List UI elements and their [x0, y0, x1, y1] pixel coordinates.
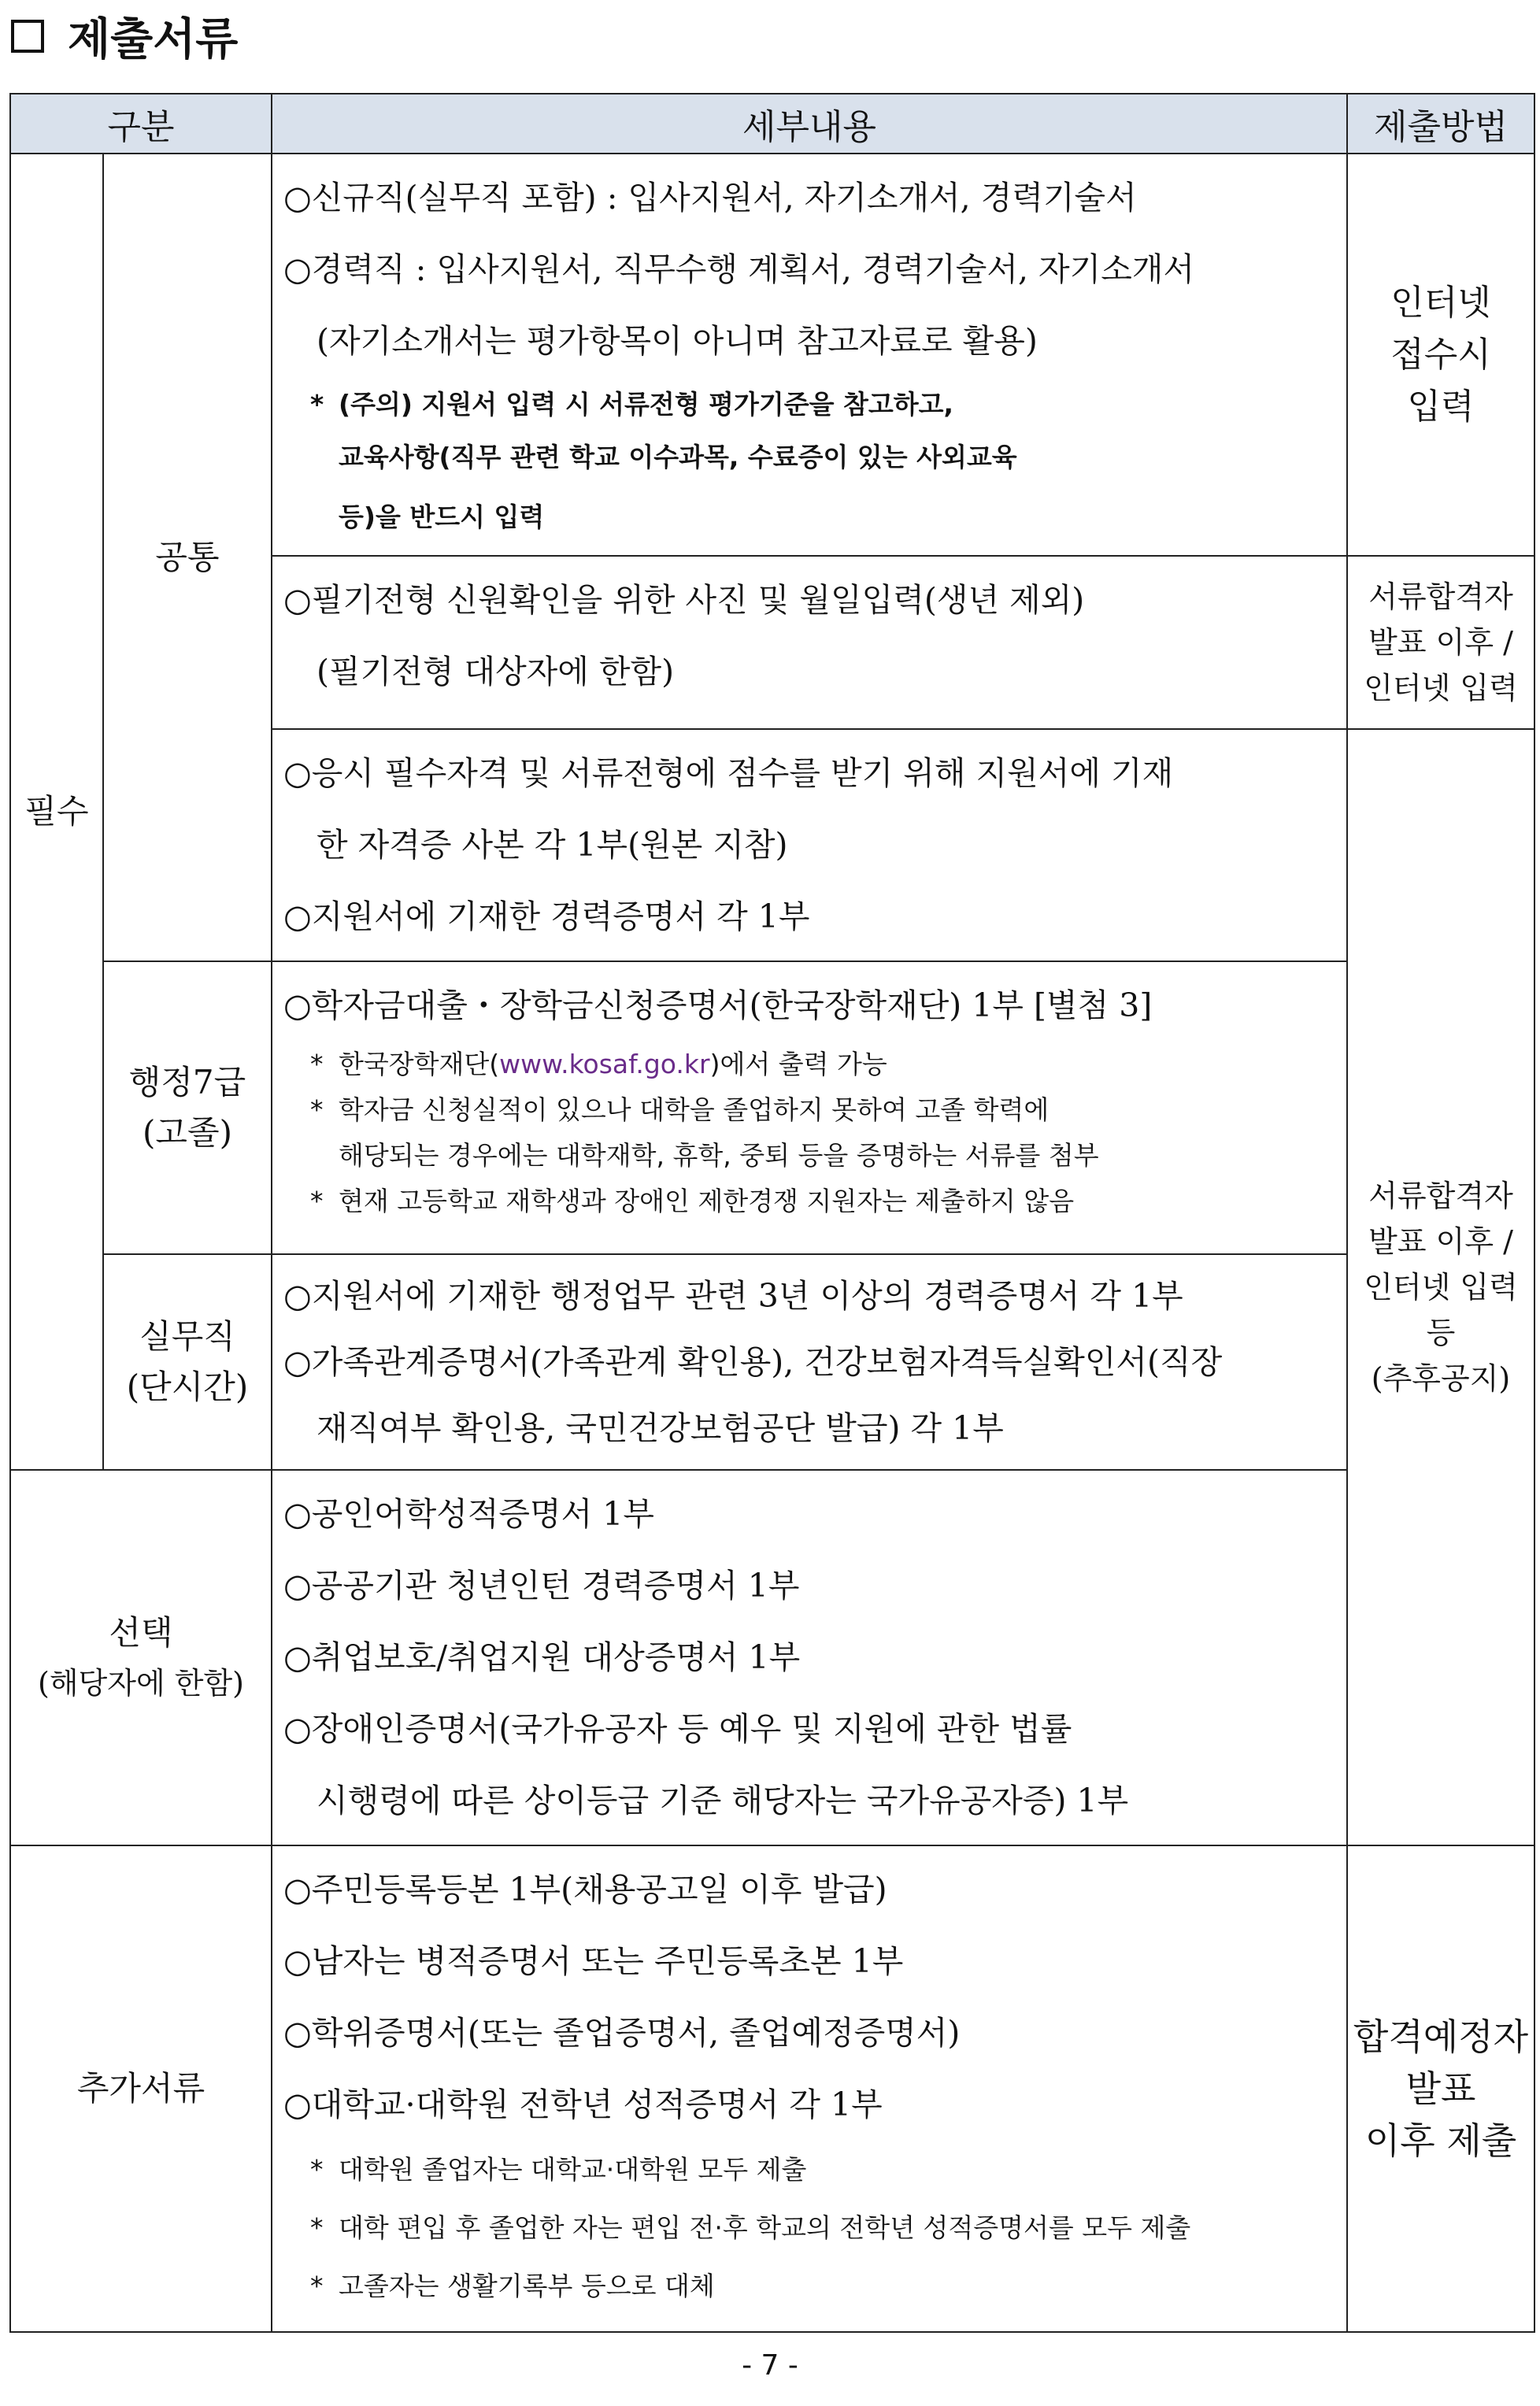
- note-item: [283, 1087, 1340, 1179]
- section-heading: [11, 5, 238, 68]
- item-text: ○가족관계증명서(가족관계 확인용), 건강보험자격득실확인서(직장: [283, 1343, 1223, 1381]
- note-item: [283, 2141, 1340, 2199]
- note-text: 학자금 신청실적이 있으나 대학을 졸업하지 못하여 고졸 학력에: [339, 1094, 1049, 1125]
- common-b-cell: [272, 556, 1347, 729]
- list-item: ○학자금대출・장학금신청증명서(한국장학재단) 1부 [별첨 3]: [283, 986, 1153, 1024]
- kosaf-link[interactable]: www.kosaf.go.kr: [499, 1049, 710, 1079]
- admin7-cell: [272, 961, 1347, 1254]
- item-continuation: 시행령에 따른 상이등급 기준 해당자는 국가유공자증) 1부: [317, 1782, 1129, 1819]
- method-after-doc-2: [1347, 729, 1534, 1845]
- list-item: ○주민등록등본 1부(채용공고일 이후 발급): [283, 1871, 887, 1908]
- additional-cell: [272, 1845, 1347, 2332]
- list-item: ○공공기관 청년인턴 경력증명서 1부: [283, 1567, 800, 1605]
- documents-table: [9, 93, 1535, 2333]
- common-a-cell: [272, 154, 1347, 556]
- note-text: 고졸자는 생활기록부 등으로 대체: [339, 2271, 715, 2301]
- item-text: ○장애인증명서(국가유공자 등 예우 및 지원에 관한 법률: [283, 1710, 1072, 1748]
- list-item: ○지원서에 기재한 행정업무 관련 3년 이상의 경력증명서 각 1부: [283, 1277, 1183, 1315]
- practical-cell: [272, 1254, 1347, 1470]
- note-continuation: 교육사항(직무 관련 학교 이수과목, 수료증이 있는 사외교육: [339, 442, 1017, 472]
- header-method: 제출방법: [1347, 94, 1534, 154]
- asterisk-icon: *: [310, 2212, 324, 2243]
- asterisk-icon: *: [310, 2154, 324, 2185]
- item-continuation: (필기전형 대상자에 한함): [317, 653, 675, 690]
- item-text: ○필기전형 신원확인을 위한 사진 및 월일입력(생년 제외): [283, 581, 1085, 619]
- group-sublabel: (단시간): [126, 1368, 249, 1406]
- list-item: [283, 234, 1340, 377]
- note-item: [283, 2199, 1340, 2257]
- list-item: [283, 564, 1340, 708]
- heading-text: 제출서류: [68, 14, 239, 65]
- list-item: [283, 738, 1340, 881]
- list-item: ○남자는 병적증명서 또는 주민등록초본 1부: [283, 1942, 904, 1980]
- list-item: ○취업보호/취업지원 대상증명서 1부: [283, 1638, 801, 1676]
- method-line: 접수시: [1390, 334, 1491, 375]
- method-line: 발표 이후 /: [1368, 625, 1513, 660]
- method-line: 합격예정자: [1353, 2015, 1529, 2058]
- method-line: 인터넷 입력: [1364, 1270, 1518, 1305]
- note-text: (주의) 지원서 입력 시 서류전형 평가기준을 참고하고,: [339, 389, 954, 420]
- method-line: (추후공지): [1371, 1361, 1511, 1396]
- group-optional: [10, 1470, 272, 1845]
- method-line: 서류합격자: [1368, 579, 1513, 614]
- list-item: ○학위증명서(또는 졸업증명서, 졸업예정증명서): [283, 2014, 961, 2052]
- list-item: [283, 1693, 1340, 1837]
- group-sublabel: (고졸): [143, 1113, 232, 1152]
- checkbox-square-icon: [11, 20, 44, 53]
- item-text: ○경력직 : 입사지원서, 직무수행 계획서, 경력기술서, 자기소개서: [283, 250, 1195, 288]
- header-details: 세부내용: [272, 94, 1347, 154]
- note-continuation: 해당되는 경우에는 대학재학, 휴학, 중퇴 등을 증명하는 서류를 첨부: [339, 1140, 1099, 1171]
- list-item: ○공인어학성적증명서 1부: [283, 1495, 654, 1533]
- table-row: [10, 1254, 1534, 1470]
- item-continuation: 재직여부 확인용, 국민건강보험공단 발급) 각 1부: [317, 1409, 1004, 1447]
- list-item: ○대학교·대학원 전학년 성적증명서 각 1부: [283, 2086, 883, 2123]
- method-line: 발표 이후 /: [1368, 1224, 1513, 1259]
- group-label: 행정7급: [128, 1063, 246, 1101]
- note-item: [283, 1042, 1340, 1087]
- note-item: [283, 2257, 1340, 2315]
- method-line: 인터넷: [1390, 282, 1491, 323]
- item-continuation: 한 자격증 사본 각 1부(원본 지참): [317, 826, 788, 864]
- asterisk-icon: *: [310, 2271, 324, 2301]
- list-item: ○지원서에 기재한 경력증명서 각 1부: [283, 898, 810, 935]
- item-continuation: (자기소개서는 평가항목이 아니며 참고자료로 활용): [317, 322, 1038, 360]
- common-c-cell: [272, 729, 1347, 961]
- note-text: )에서 출력 가능: [709, 1049, 887, 1079]
- group-sublabel: (해당자에 한함): [38, 1665, 244, 1701]
- note-text: 대학 편입 후 졸업한 자는 편입 전·후 학교의 전학년 성적증명서를 모두 제출: [339, 2212, 1191, 2243]
- note-text: 현재 고등학교 재학생과 장애인 제한경쟁 지원자는 제출하지 않음: [339, 1186, 1075, 1216]
- note-item: [283, 1179, 1340, 1224]
- note-text: 한국장학재단(: [339, 1049, 500, 1079]
- method-line: 서류합격자: [1368, 1179, 1513, 1213]
- group-label: 실무직: [139, 1317, 235, 1356]
- group-label: 선택: [109, 1612, 173, 1652]
- method-internet: [1347, 154, 1534, 556]
- page-number: - 7 -: [742, 2349, 798, 2382]
- asterisk-icon: *: [310, 1049, 324, 1079]
- method-after-final: [1347, 1845, 1534, 2332]
- list-item: ○신규직(실무직 포함) : 입사지원서, 자기소개서, 경력기술서: [283, 179, 1137, 217]
- method-line: 입력: [1407, 386, 1475, 427]
- method-line: 발표: [1405, 2067, 1476, 2110]
- list-item: [283, 1329, 1340, 1461]
- asterisk-icon: *: [310, 389, 324, 420]
- group-additional: 추가서류: [10, 1845, 272, 2332]
- method-line: 인터넷 입력: [1364, 671, 1518, 705]
- asterisk-icon: *: [310, 1094, 324, 1125]
- optional-cell: [272, 1470, 1347, 1845]
- header-row: [10, 94, 1534, 154]
- method-line: 이후 제출: [1364, 2119, 1517, 2162]
- note-continuation: 등)을 반드시 입력: [339, 502, 545, 532]
- table-row: [10, 1470, 1534, 1845]
- item-text: ○응시 필수자격 및 서류전형에 점수를 받기 위해 지원서에 기재: [283, 754, 1174, 792]
- table-row: [10, 154, 1534, 556]
- header-category: 구분: [10, 94, 272, 154]
- asterisk-icon: *: [310, 1186, 324, 1216]
- note-item: [283, 382, 1340, 547]
- group-practical: [103, 1254, 272, 1470]
- method-after-doc-1: [1347, 556, 1534, 729]
- note-text: 대학원 졸업자는 대학교·대학원 모두 제출: [339, 2154, 807, 2185]
- method-line: 등: [1426, 1316, 1456, 1350]
- group-common: 공통: [103, 154, 272, 961]
- group-required: 필수: [10, 154, 103, 1470]
- table-row: [10, 961, 1534, 1254]
- group-admin7: [103, 961, 272, 1254]
- table-row: [10, 1845, 1534, 2332]
